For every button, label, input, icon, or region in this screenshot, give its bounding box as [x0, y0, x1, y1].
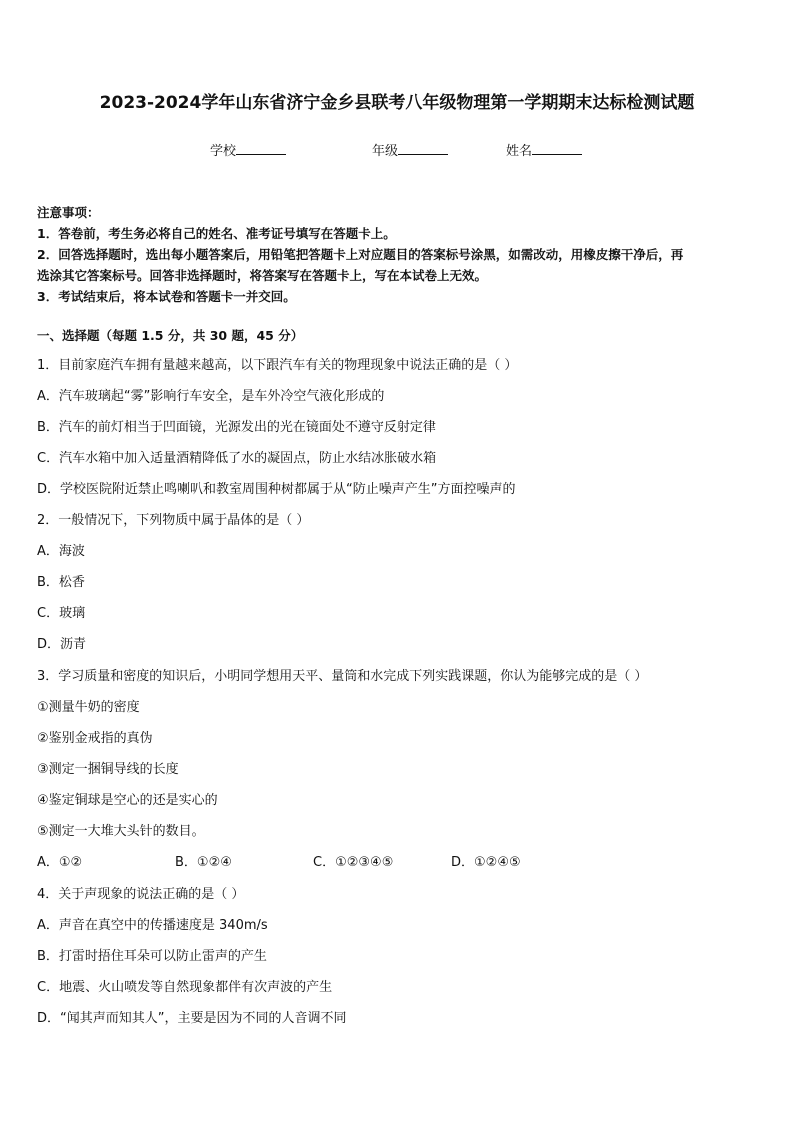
q2-option-c: C．玻璃: [37, 606, 86, 621]
q1-option-a: A．汽车玻璃起“雾”影响行车安全，是车外冷空气液化形成的: [37, 389, 385, 404]
q3-item-1: ①测量牛奶的密度: [37, 700, 140, 715]
q4-option-d: D．“闻其声而知其人”，主要是因为不同的人音调不同: [37, 1011, 347, 1026]
q1-option-d: D．学校医院附近禁止鸣喇叭和教室周围种树都属于从“防止噪声产生”方面控噪声的: [37, 482, 516, 497]
q2-option-b: B．松香: [37, 575, 85, 590]
section-heading: 一、选择题（每题 1.5 分，共 30 题，45 分）: [37, 328, 304, 343]
q2-stem: 2．一般情况下，下列物质中属于晶体的是（ ）: [37, 513, 310, 528]
q3-item-5: ⑤测定一大堆大头针的数目。: [37, 824, 205, 839]
notes-item-2-line-2: 选涂其它答案标号。回答非选择题时，将答案写在答题卡上，写在本试卷上无效。: [37, 268, 488, 283]
notes-item-2-line-1: 2．回答选择题时，选出每小题答案后，用铅笔把答题卡上对应题目的答案标号涂黑，如需改动，用橡皮擦干净后，再: [37, 247, 684, 262]
notes-heading: 注意事项：: [37, 205, 100, 220]
page-title: 2023-2024学年山东省济宁金乡县联考八年级物理第一学期期末达标检测试题: [99, 93, 695, 113]
grade-label: 年级: [372, 144, 399, 159]
school-label: 学校: [210, 144, 237, 159]
grade-field: [372, 140, 448, 159]
q4-option-b: B．打雷时捂住耳朵可以防止雷声的产生: [37, 949, 267, 964]
q3-item-3: ③测定一捆铜导线的长度: [37, 762, 179, 777]
school-field: [210, 140, 286, 159]
q4-stem: 4．关于声现象的说法正确的是（ ）: [37, 887, 245, 902]
q3-option-a: A．①②: [37, 855, 83, 870]
notes-item-1: 1．答卷前，考生务必将自己的姓名、准考证号填写在答题卡上。: [37, 226, 396, 241]
notes-item-3: 3．考试结束后，将本试卷和答题卡一并交回。: [37, 289, 296, 304]
school-blank: [236, 142, 286, 155]
q1-stem: 1．目前家庭汽车拥有量越来越高，以下跟汽车有关的物理现象中说法正确的是（ ）: [37, 358, 518, 373]
q2-option-a: A．海波: [37, 544, 85, 559]
q1-option-b: B．汽车的前灯相当于凹面镜，光源发出的光在镜面处不遵守反射定律: [37, 420, 436, 435]
q3-option-b: B．①②④: [175, 855, 232, 870]
notes-block: [37, 202, 759, 307]
q3-stem: 3．学习质量和密度的知识后，小明同学想用天平、量筒和水完成下列实践课题，你认为能够完成的是（ ）: [37, 669, 648, 684]
q2-option-d: D．沥青: [37, 637, 87, 652]
grade-blank: [398, 142, 448, 155]
name-blank: [532, 142, 582, 155]
q4-option-c: C．地震、火山喷发等自然现象都伴有次声波的产生: [37, 980, 333, 995]
q3-item-4: ④鉴定铜球是空心的还是实心的: [37, 793, 218, 808]
q3-option-c: C．①②③④⑤: [313, 855, 394, 870]
q4-option-a: A．声音在真空中的传播速度是 340m/s: [37, 918, 268, 933]
name-field: [506, 140, 582, 159]
name-label: 姓名: [506, 144, 533, 159]
q1-option-c: C．汽车水箱中加入适量酒精降低了水的凝固点，防止水结冰胀破水箱: [37, 451, 437, 466]
q3-option-d: D．①②④⑤: [451, 855, 521, 870]
q3-item-2: ②鉴别金戒指的真伪: [37, 731, 153, 746]
